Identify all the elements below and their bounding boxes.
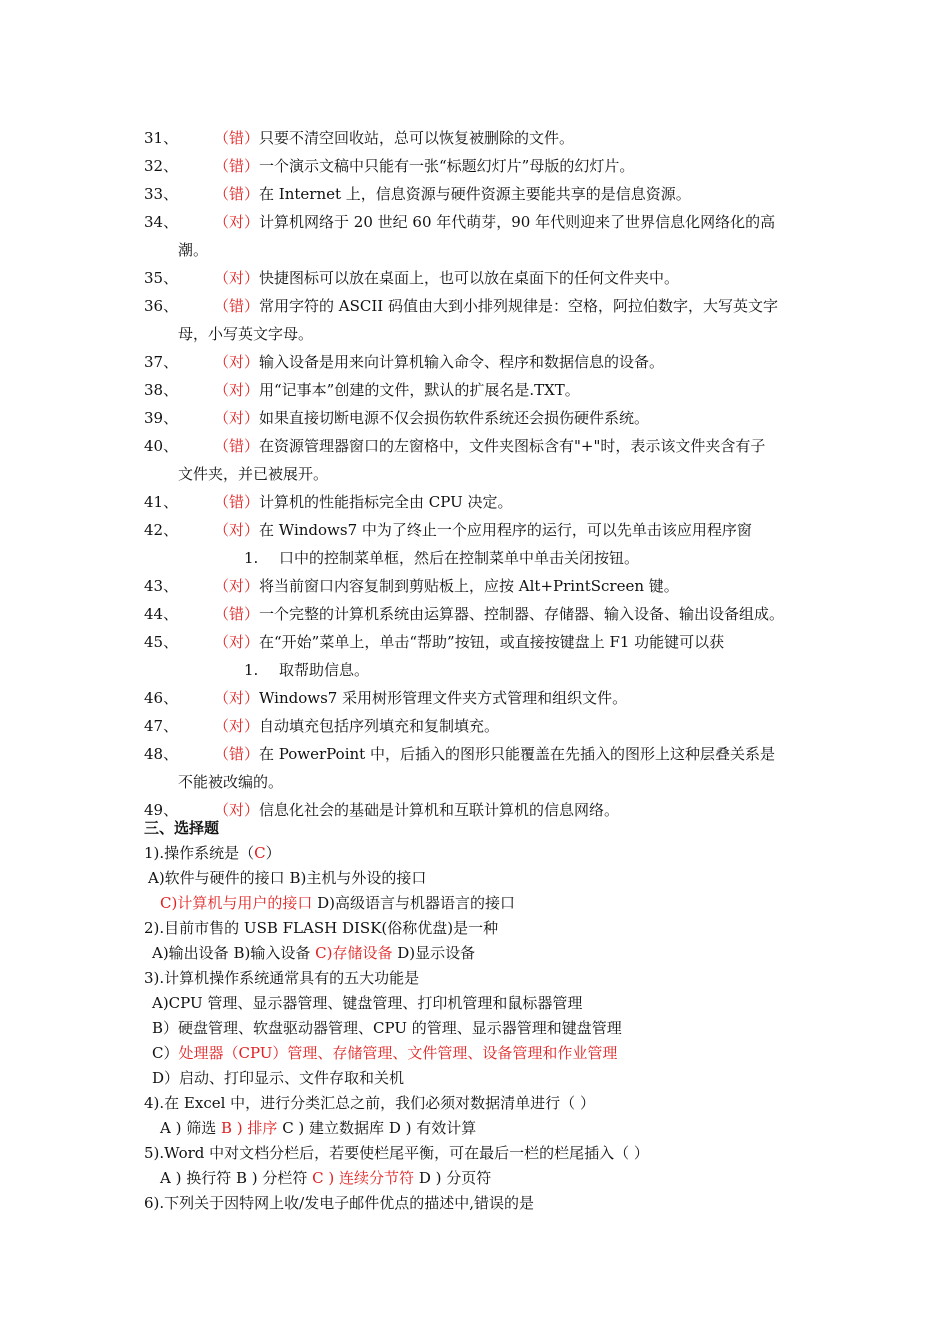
question-text: A ) 换行符 B ) 分栏符 <box>160 1169 313 1187</box>
question-text: A)输出设备 B)输入设备 <box>152 944 316 962</box>
tf-item <box>0 208 950 264</box>
mc-line <box>0 1091 950 1116</box>
answer-mark: （对） <box>214 689 260 707</box>
question-text: D)高级语言与机器语言的接口 <box>312 894 515 912</box>
question-text: C） <box>152 1044 179 1062</box>
statement-continuation: 口中的控制菜单框，然后在控制菜单中单击关闭按钮。 <box>279 549 640 567</box>
statement-text: 在 PowerPoint 中，后插入的图形只能覆盖在先插入的图形上这种层叠关系是 <box>259 745 775 763</box>
mc-line-text <box>160 1116 476 1141</box>
item-number: 43、 <box>144 577 179 595</box>
correct-answer: C)计算机与用户的接口 <box>160 894 313 912</box>
mc-line <box>0 1066 950 1091</box>
item-number: 32、 <box>144 157 179 175</box>
question-text: B）硬盘管理、软盘驱动器管理、CPU 的管理、显示器管理和键盘管理 <box>152 1019 622 1037</box>
tf-item <box>0 404 950 432</box>
statement-text: 将当前窗口内容复制到剪贴板上，应按 Alt+PrintScreen 键。 <box>259 577 679 595</box>
tf-item <box>0 264 950 292</box>
answer-mark: （对） <box>214 801 260 819</box>
answer-mark: （对） <box>214 633 260 651</box>
statement-text: 输入设备是用来向计算机输入命令、程序和数据信息的设备。 <box>259 353 665 371</box>
question-text: D ) 分页符 <box>414 1169 492 1187</box>
mc-line-text <box>144 841 281 866</box>
item-number: 49、 <box>144 801 179 819</box>
statement-continuation: 潮。 <box>178 241 209 259</box>
tf-item <box>0 348 950 376</box>
statement-continuation: 取帮助信息。 <box>279 661 370 679</box>
answer-mark: （错） <box>214 745 260 763</box>
tf-item <box>0 516 950 572</box>
question-text: ） <box>265 844 281 862</box>
item-statement <box>214 516 752 544</box>
question-text: C ) 建立数据库 D ) 有效计算 <box>277 1119 477 1137</box>
question-text: 2).目前市售的 USB FLASH DISK(俗称优盘)是一种 <box>144 919 499 937</box>
item-number: 38、 <box>144 381 179 399</box>
answer-mark: （对） <box>214 381 260 399</box>
sub-number: 1. <box>244 549 259 567</box>
item-statement <box>214 264 679 292</box>
item-statement <box>214 404 649 432</box>
mc-line-text <box>160 1166 491 1191</box>
question-text: D）启动、打印显示、文件存取和关机 <box>152 1069 405 1087</box>
statement-text: 在 Internet 上，信息资源与硬件资源主要能共享的是信息资源。 <box>259 185 691 203</box>
answer-mark: （错） <box>214 297 260 315</box>
section-heading: 三、选择题 <box>144 819 220 837</box>
statement-text: 信息化社会的基础是计算机和互联计算机的信息网络。 <box>259 801 620 819</box>
item-statement <box>214 432 765 460</box>
answer-mark: （对） <box>214 409 260 427</box>
tf-item <box>0 572 950 600</box>
sub-number: 1. <box>244 661 259 679</box>
mc-line-text <box>152 1016 622 1041</box>
question-text: A ) 筛选 <box>160 1119 221 1137</box>
mc-line-text <box>152 1066 404 1091</box>
answer-mark: （错） <box>214 185 260 203</box>
statement-continuation: 母，小写英文字母。 <box>178 325 314 343</box>
answer-mark: （错） <box>214 157 260 175</box>
item-statement <box>214 488 513 516</box>
tf-item <box>0 292 950 348</box>
item-statement <box>214 740 775 768</box>
correct-answer: 处理器（CPU）管理、存储管理、文件管理、设备管理和作业管理 <box>178 1044 618 1062</box>
mc-line-text <box>144 966 419 991</box>
mc-line <box>0 891 950 916</box>
item-statement <box>214 292 778 320</box>
answer-mark: （错） <box>214 493 260 511</box>
statement-text: 计算机网络于 20 世纪 60 年代萌芽，90 年代则迎来了世界信息化网络化的高 <box>259 213 776 231</box>
statement-text: 在“开始”菜单上，单击“帮助”按钮，或直接按键盘上 F1 功能键可以获 <box>259 633 725 651</box>
correct-answer: C <box>254 844 266 862</box>
question-text: 5).Word 中对文档分栏后，若要使栏尾平衡，可在最后一栏的栏尾插入（ ） <box>144 1144 649 1162</box>
item-statement <box>214 572 679 600</box>
item-number: 31、 <box>144 129 179 147</box>
mc-line <box>0 1116 950 1141</box>
mc-line-text <box>152 941 475 966</box>
answer-mark: （对） <box>214 717 260 735</box>
question-text: 1).操作系统是（ <box>144 844 255 862</box>
statement-text: 快捷图标可以放在桌面上，也可以放在桌面下的任何文件夹中。 <box>259 269 680 287</box>
item-statement <box>214 376 580 404</box>
tf-item <box>0 152 950 180</box>
answer-mark: （错） <box>214 129 260 147</box>
mc-line-text <box>152 991 582 1016</box>
tf-item <box>0 124 950 152</box>
true-false-list <box>0 124 950 824</box>
item-statement <box>214 628 724 656</box>
statement-text: 一个完整的计算机系统由运算器、控制器、存储器、输入设备、输出设备组成。 <box>259 605 785 623</box>
answer-mark: （对） <box>214 353 260 371</box>
answer-mark: （对） <box>214 577 260 595</box>
correct-answer: C)存储设备 <box>315 944 393 962</box>
item-number: 46、 <box>144 689 179 707</box>
item-number: 45、 <box>144 633 179 651</box>
item-statement <box>214 208 775 236</box>
tf-item <box>0 740 950 796</box>
statement-text: 常用字符的 ASCII 码值由大到小排列规律是：空格，阿拉伯数字，大写英文字 <box>259 297 778 315</box>
statement-text: 自动填充包括序列填充和复制填充。 <box>259 717 500 735</box>
item-statement <box>214 600 784 628</box>
statement-text: 在资源管理器窗口的左窗格中，文件夹图标含有"+"时，表示该文件夹含有子 <box>259 437 766 455</box>
item-number: 39、 <box>144 409 179 427</box>
statement-text: 用“记事本”创建的文件，默认的扩展名是.TXT。 <box>259 381 580 399</box>
mc-line <box>0 1041 950 1066</box>
mc-line <box>0 991 950 1016</box>
statement-text: Windows7 采用树形管理文件夹方式管理和组织文件。 <box>259 689 628 707</box>
question-text: 4).在 Excel 中，进行分类汇总之前，我们必须对数据清单进行（ ） <box>144 1094 595 1112</box>
mc-line-text <box>144 1141 649 1166</box>
correct-answer: B ) 排序 <box>221 1119 278 1137</box>
item-statement <box>214 348 664 376</box>
mc-line <box>0 841 950 866</box>
statement-text: 如果直接切断电源不仅会损伤软件系统还会损伤硬件系统。 <box>259 409 650 427</box>
mc-line <box>0 1016 950 1041</box>
tf-item <box>0 684 950 712</box>
mc-line <box>0 916 950 941</box>
item-number: 44、 <box>144 605 179 623</box>
mc-line <box>0 941 950 966</box>
item-statement <box>214 152 634 180</box>
mc-line-text <box>152 1041 617 1066</box>
statement-text: 一个演示文稿中只能有一张“标题幻灯片”母版的幻灯片。 <box>259 157 635 175</box>
answer-mark: （错） <box>214 605 260 623</box>
statement-continuation: 文件夹，并已被展开。 <box>178 465 329 483</box>
statement-continuation: 不能被改编的。 <box>178 773 284 791</box>
item-number: 42、 <box>144 521 179 539</box>
item-number: 48、 <box>144 745 179 763</box>
statement-text: 在 Windows7 中为了终止一个应用程序的运行，可以先单击该应用程序窗 <box>259 521 752 539</box>
mc-line-text <box>160 891 515 916</box>
statement-text: 只要不清空回收站，总可以恢复被删除的文件。 <box>259 129 575 147</box>
item-number: 35、 <box>144 269 179 287</box>
tf-item <box>0 376 950 404</box>
tf-item <box>0 432 950 488</box>
item-number: 33、 <box>144 185 179 203</box>
mc-line <box>0 966 950 991</box>
mc-line-text <box>148 866 426 891</box>
mc-line <box>0 1141 950 1166</box>
tf-item <box>0 488 950 516</box>
item-statement <box>214 124 574 152</box>
item-number: 41、 <box>144 493 179 511</box>
mc-line <box>0 1191 950 1216</box>
correct-answer: C ) 连续分节符 <box>312 1169 415 1187</box>
item-statement <box>214 712 499 740</box>
answer-mark: （对） <box>214 213 260 231</box>
item-statement <box>214 180 691 208</box>
tf-item <box>0 600 950 628</box>
multiple-choice-section <box>0 816 950 1216</box>
item-number: 40、 <box>144 437 179 455</box>
question-text: A)CPU 管理、显示器管理、键盘管理、打印机管理和鼠标器管理 <box>152 994 583 1012</box>
item-number: 47、 <box>144 717 179 735</box>
mc-line-text <box>144 1091 595 1116</box>
tf-item <box>0 628 950 684</box>
mc-line-text <box>144 1191 534 1216</box>
tf-item <box>0 180 950 208</box>
item-number: 36、 <box>144 297 179 315</box>
mc-line-text <box>144 916 498 941</box>
answer-mark: （对） <box>214 521 260 539</box>
question-text: D)显示设备 <box>392 944 476 962</box>
tf-item <box>0 712 950 740</box>
mc-line <box>0 1166 950 1191</box>
answer-mark: （错） <box>214 437 260 455</box>
question-text: 6).下列关于因特网上收/发电子邮件优点的描述中,错误的是 <box>144 1194 534 1212</box>
item-number: 37、 <box>144 353 179 371</box>
item-statement <box>214 684 627 712</box>
answer-mark: （对） <box>214 269 260 287</box>
statement-text: 计算机的性能指标完全由 CPU 决定。 <box>259 493 513 511</box>
mc-line <box>0 866 950 891</box>
item-number: 34、 <box>144 213 179 231</box>
question-text: 3).计算机操作系统通常具有的五大功能是 <box>144 969 420 987</box>
question-text: A)软件与硬件的接口 B)主机与外设的接口 <box>148 869 427 887</box>
